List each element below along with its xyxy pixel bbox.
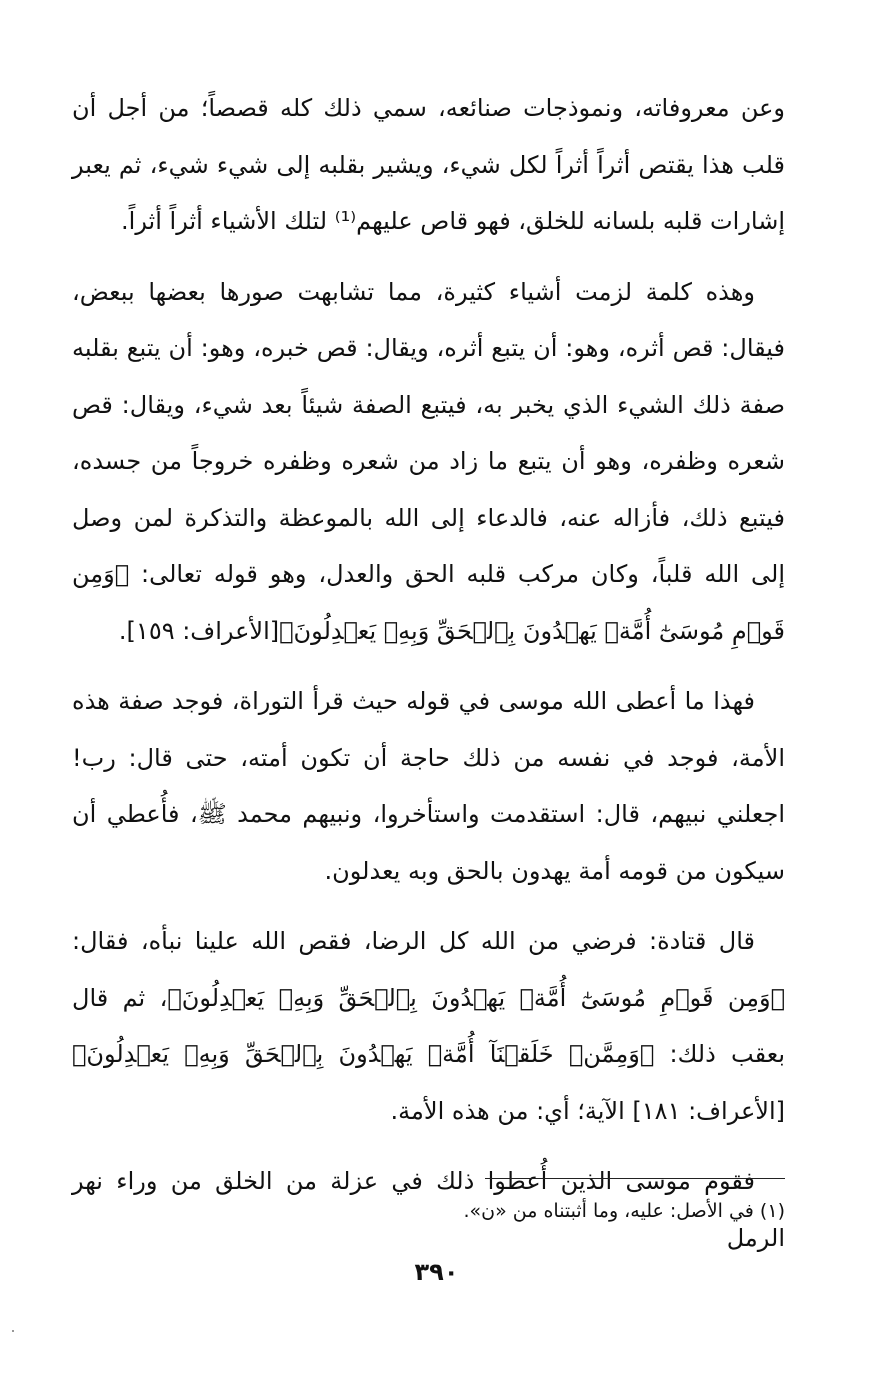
paragraph-5: فقوم موسى الذين أُعطوا ذلك في عزلة من الخلق من وراء نهر الرمل: [72, 1167, 785, 1252]
paragraph-3: فهذا ما أعطى الله موسى في قوله حيث قرأ التوراة، فوجد صفة هذه الأمة، فوجد في نفسه من ذلك حاجة أن تكون أمته، حتى قال: رب! اجعلني نبيهم، قال: استقدمت واستأخروا، ونبيهم محمد ﷺ، فأُعطي أن سيكون من قومه أمة يهدون بالحق وبه يعدلون.: [72, 687, 785, 885]
paragraph-1: وعن معروفاته، ونموذجات صنائعه، سمي ذلك كله قصصاً؛ من أجل أن قلب هذا يقتص أثراً أثراً لكل شيء، ويشير بقلبه إلى شيء شيء، ثم يعبر إشارات قلبه بلسانه للخلق، فهو قاص عليهم⁽¹⁾ لتلك الأشياء أثراً أثراً.: [72, 94, 785, 235]
paragraph-4: قال قتادة: فرضي من الله كل الرضا، فقص الله علينا نبأه، فقال: ﴿وَمِن قَوۡمِ مُوسَىٰٓ أُمَّةٞ يَهۡدُونَ بِٱلۡحَقِّ وَبِهِۦ يَعۡدِلُونَ﴾، ثم قال بعقب ذلك: ﴿وَمِمَّنۡ خَلَقۡنَآ أُمَّةٞ يَهۡدُونَ بِٱلۡحَقِّ وَبِهِۦ يَعۡدِلُونَ﴾[الأعراف: ١٨١] الآية؛ أي: من هذه الأمة.: [72, 927, 785, 1125]
page-number: ٣٩٠: [414, 1258, 459, 1286]
scan-speck: [12, 1330, 14, 1332]
main-text: [72, 80, 785, 1266]
footnote-divider: [485, 1178, 785, 1179]
paragraph-2: وهذه كلمة لزمت أشياء كثيرة، مما تشابهت صورها بعضها ببعض، فيقال: قص أثره، وهو: أن يتبع أثره، ويقال: قص خبره، وهو: أن يتبع بقلبه صفة ذلك الشيء الذي يخبر به، فيتبع الصفة شيئاً بعد شيء، ويقال: قص شعره وظفره، وهو أن يتبع ما زاد من شعره وظفره خروجاً من جسده، فيتبع ذلك، فأزاله عنه، فالدعاء إلى الله بالموعظة والتذكرة لمن وصل إلى الله قلباً، وكان مركب قلبه الحق والعدل، وهو قوله تعالى: ﴿وَمِن قَوۡمِ مُوسَىٰٓ أُمَّةٞ يَهۡدُونَ بِٱلۡحَقِّ وَبِهِۦ يَعۡدِلُونَ﴾[الأعراف: ١٥٩].: [72, 277, 785, 645]
footnote: (١) في الأصل: عليه، وما أثبتناه من «ن».: [463, 1200, 785, 1222]
